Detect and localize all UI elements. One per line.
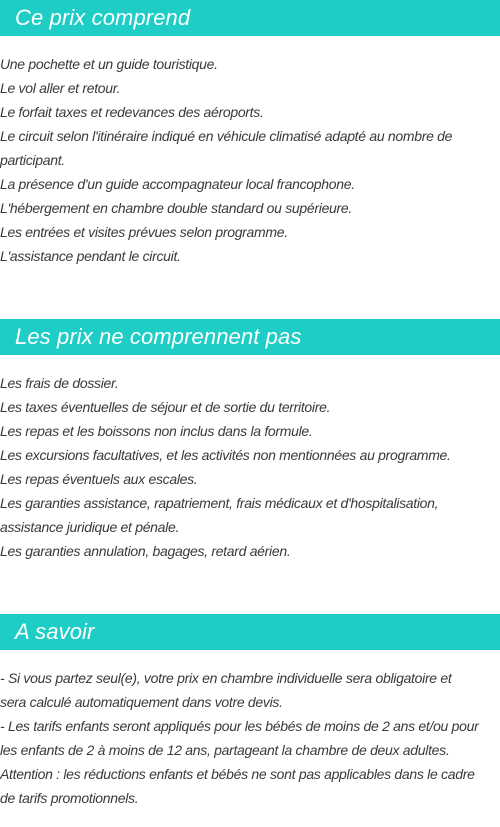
section-header	[0, 319, 500, 355]
list-item: Le forfait taxes et redevances des aéroports.	[0, 104, 264, 120]
list-item: Les excursions facultatives, et les activités non mentionnées au programme.	[0, 447, 451, 463]
section-title: Ce prix comprend	[15, 5, 191, 30]
section-not-included	[0, 319, 500, 563]
section-body	[0, 355, 500, 563]
list-item: - Si vous partez seul(e), votre prix en chambre individuelle sera obligatoire et	[0, 670, 452, 686]
list-item: Les garanties assistance, rapatriement, frais médicaux et d'hospitalisation,	[0, 495, 439, 511]
section-title: Les prix ne comprennent pas	[15, 324, 302, 349]
list-item: Les repas et les boissons non inclus dans la formule.	[0, 423, 313, 439]
section-title: A savoir	[15, 619, 95, 644]
list-item: Attention : les réductions enfants et bébés ne sont pas applicables dans le cadre	[0, 766, 475, 782]
list-item: Les entrées et visites prévues selon programme.	[0, 224, 288, 240]
list-item: Les taxes éventuelles de séjour et de sortie du territoire.	[0, 399, 331, 415]
list-item: Les frais de dossier.	[0, 375, 119, 391]
list-item: sera calculé automatiquement dans votre devis.	[0, 694, 283, 710]
list-item: les enfants de 2 à moins de 12 ans, partageant la chambre de deux adultes.	[0, 742, 450, 758]
list-item: L'hébergement en chambre double standard ou supérieure.	[0, 200, 352, 216]
list-item: - Les tarifs enfants seront appliqués pour les bébés de moins de 2 ans et/ou pour	[0, 718, 479, 734]
section-included	[0, 0, 500, 268]
list-item: Le vol aller et retour.	[0, 80, 121, 96]
list-item: Les repas éventuels aux escales.	[0, 471, 198, 487]
list-item: L'assistance pendant le circuit.	[0, 248, 181, 264]
list-item: Une pochette et un guide touristique.	[0, 56, 218, 72]
section-header	[0, 614, 500, 650]
list-item: assistance juridique et pénale.	[0, 519, 180, 535]
section-body	[0, 650, 500, 810]
list-item: participant.	[0, 152, 65, 168]
list-item: La présence d'un guide accompagnateur local francophone.	[0, 176, 355, 192]
list-item: Les garanties annulation, bagages, retard aérien.	[0, 543, 291, 559]
section-header	[0, 0, 500, 36]
list-item: de tarifs promotionnels.	[0, 790, 139, 806]
section-body	[0, 36, 500, 268]
list-item: Le circuit selon l'itinéraire indiqué en véhicule climatisé adapté au nombre de	[0, 128, 453, 144]
section-good-to-know	[0, 614, 500, 810]
